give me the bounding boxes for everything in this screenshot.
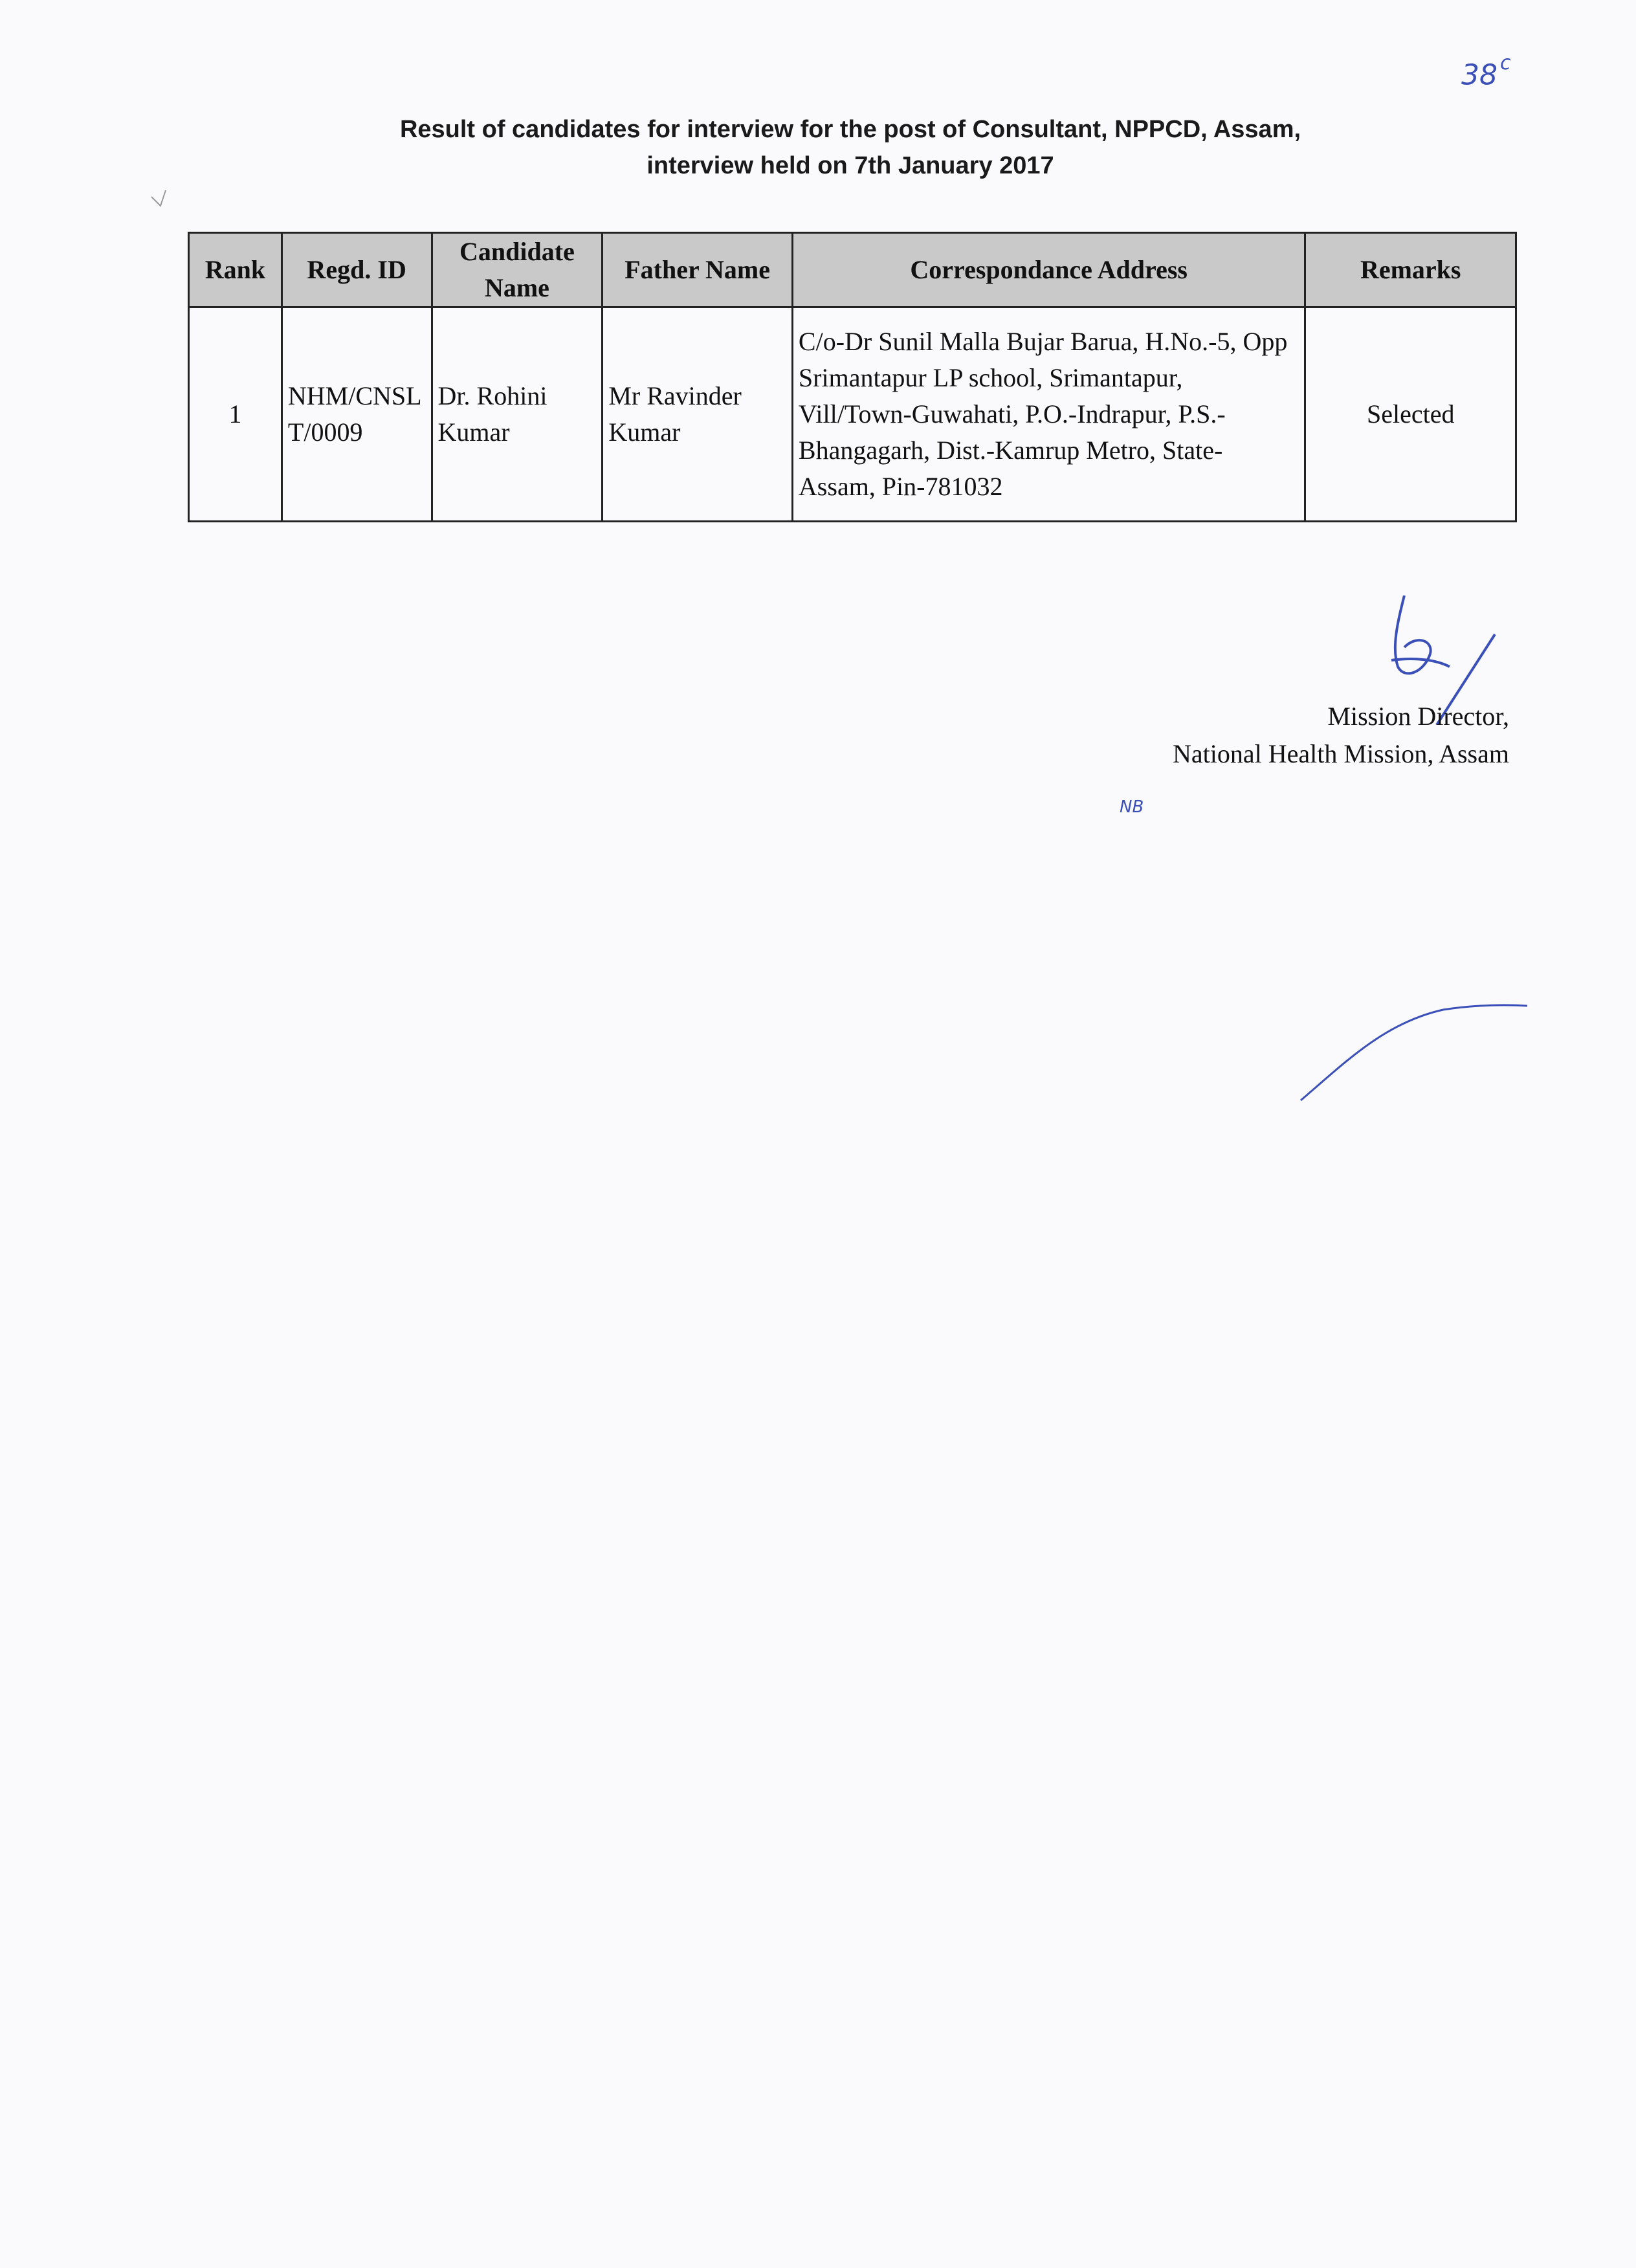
results-table	[188, 232, 1517, 522]
document-title	[0, 111, 1636, 184]
margin-tick-mark	[149, 184, 188, 223]
page-number	[1461, 52, 1511, 92]
signatory-block	[1173, 698, 1509, 773]
signatory-organisation: National Health Mission, Assam	[1173, 739, 1509, 768]
table-row	[189, 307, 1516, 522]
cell-remarks: Selected	[1305, 307, 1516, 522]
header-candidate-name: Candidate Name	[432, 233, 602, 307]
header-rank: Rank	[189, 233, 282, 307]
cell-address: C/o-Dr Sunil Malla Bujar Barua, H.No.-5, Opp Srimantapur LP school, Srimantapur, Vill/Town-Guwahati, P.O.-Indrapur, P.S.-Bhangagarh, Dist.-Kamrup Metro, State-Assam, Pin-781032	[792, 307, 1305, 522]
cell-regd-id: NHM/CNSLT/0009	[282, 307, 432, 522]
cell-father-name: Mr Ravinder Kumar	[602, 307, 793, 522]
signatory-designation: Mission Director,	[1327, 702, 1509, 731]
title-line-1: Result of candidates for interview for the post of Consultant, NPPCD, Assam,	[399, 116, 1301, 143]
header-regd-id: Regd. ID	[282, 233, 432, 307]
table-header-row	[189, 233, 1516, 307]
handwritten-initials: NB	[1120, 797, 1144, 817]
cell-rank: 1	[189, 307, 282, 522]
header-address: Correspondance Address	[792, 233, 1305, 307]
pen-stroke-mark	[1294, 997, 1534, 1113]
cell-candidate-name: Dr. Rohini Kumar	[432, 307, 602, 522]
header-remarks: Remarks	[1305, 233, 1516, 307]
title-line-2: interview held on 7th January 2017	[647, 152, 1054, 179]
page-number-main: 38	[1461, 58, 1498, 92]
page-number-suffix: c	[1500, 52, 1511, 74]
header-father-name: Father Name	[602, 233, 793, 307]
